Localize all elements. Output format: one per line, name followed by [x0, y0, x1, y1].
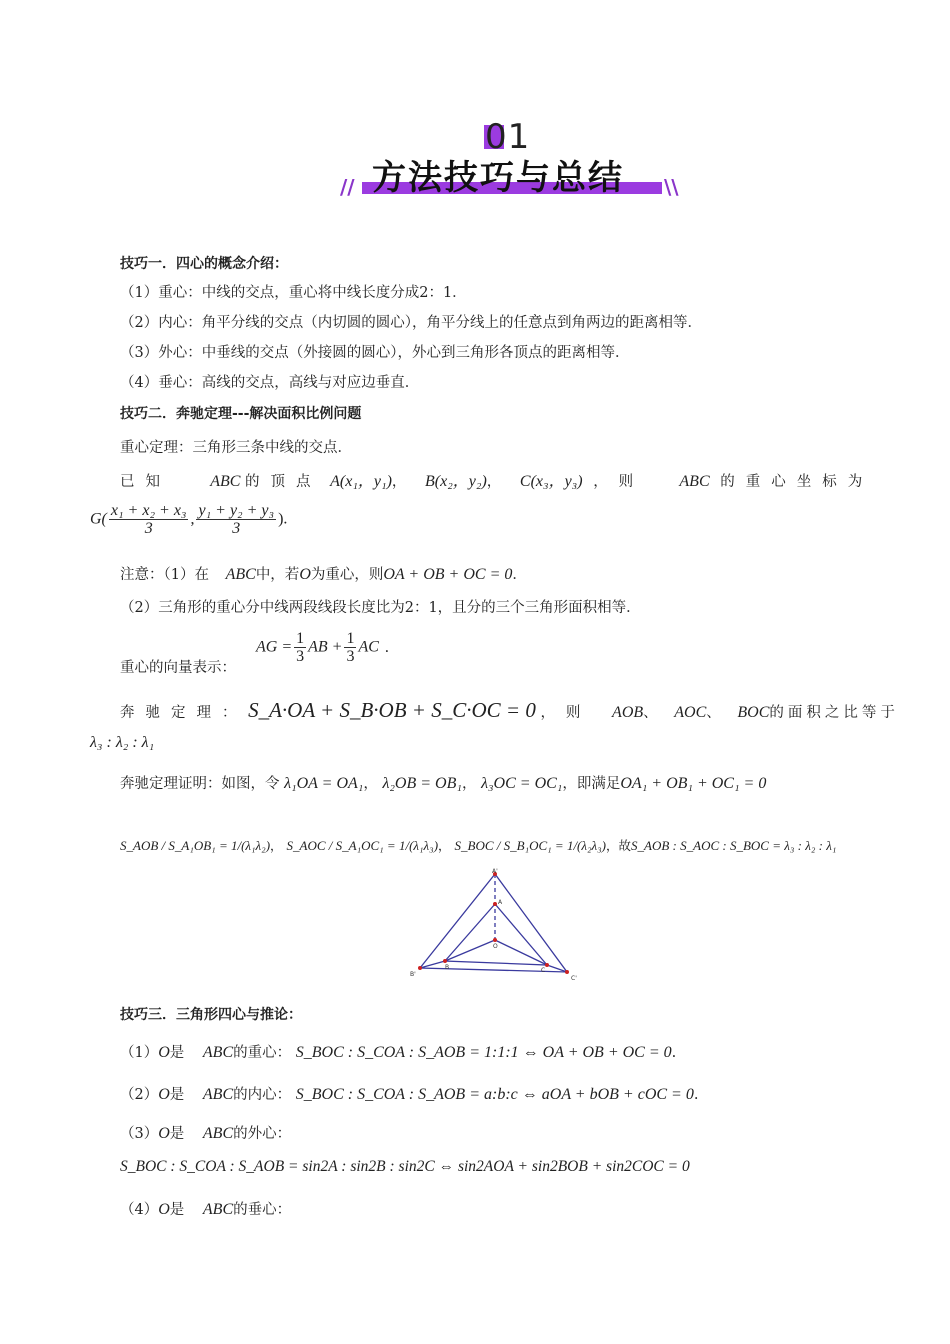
g-y-denominator: 3 [232, 520, 241, 537]
right-decoration: \\ [664, 175, 679, 199]
label-b1: B' [410, 971, 416, 978]
ratio-2: S_AOC / S_A₁OC₁ = 1/(λ₁λ₃) [286, 838, 439, 853]
proof-sum: OA₁ + OB₁ + OC₁ = 0 [620, 775, 767, 792]
item3-abc: ABC [202, 1125, 234, 1142]
item4-is: 是 [169, 1202, 185, 1218]
segment-oc [495, 940, 547, 965]
benz-theorem-line: 奔驰定理： S_A·OA + S_B·OB + S_C·OC = 0 ，则 AOB、 AOC、 BOC的面积之比等于 [120, 698, 899, 722]
sec3-item-3 [120, 1124, 291, 1144]
item4-o: O [158, 1201, 170, 1218]
note-o: O [299, 566, 311, 583]
label-a1: A' [492, 868, 498, 875]
sec1-item-1: （1）重心：中线的交点，重心将中线长度分成2：1． [120, 285, 467, 301]
point-c: C(x₃，y₃) [519, 473, 583, 490]
benz-figure [405, 868, 585, 983]
vec-frac2-num: 1 [346, 630, 355, 647]
vec-ac: AC [358, 638, 379, 656]
item1-label: 的重心： [233, 1045, 292, 1061]
point-o [493, 938, 497, 942]
sec3-item-4 [120, 1200, 291, 1220]
note-line-1: 注意：（1）在 ABC中，若O为重心，则OA + OB + OC = 0． [120, 566, 527, 583]
point-b-fig [443, 959, 447, 963]
benz-label: 奔驰定理： [120, 705, 248, 721]
triangle-abc: ABC [210, 473, 241, 490]
proof-line: 奔驰定理证明：如图，令 λ₁OA = OA₁， λ₂OB = OB₁， λ₃OC = OC₁，即满足OA₁ + OB₁ + OC₁ = 0 [120, 775, 767, 792]
ratio-1: S_AOB / S_A₁OB₁ = 1/(λ₁λ₂) [120, 838, 271, 853]
benz-then: ，则 [540, 705, 592, 721]
section-number: 01 [485, 117, 531, 157]
proof-satisfy: ，即满足 [562, 776, 621, 792]
proof-label: 奔驰定理证明：如图，令 [120, 776, 280, 792]
vec-ag: AG = [256, 638, 293, 656]
vec-frac2-den: 3 [346, 648, 355, 665]
then-word: ，则 [593, 474, 645, 490]
proof-ratios-line: S_AOB / S_A₁OB₁ = 1/(λ₁λ₂)， S_AOC / S_A₁OC₁ = 1/(λ₁λ₃)， S_BOC / S_B₁OC₁ = 1/(λ₂λ₃)，故S_AOB : S_AOC : S_BOC = λ₃ : λ₂ : λ₁ [120, 838, 837, 853]
item1-abc: ABC [202, 1044, 234, 1061]
item2-formula: S_BOC : S_COA : S_AOB = a:b:c ⇔ aOA + bOB + cOC = 0 [295, 1086, 694, 1103]
known-prefix: 已知 [120, 474, 171, 490]
outer-triangle [420, 874, 567, 972]
section1-title: 技巧一．四心的概念介绍： [120, 256, 288, 272]
section2-title: 技巧二．奔驰定理---解决面积比例问题 [120, 406, 362, 422]
point-b: B(x₂，y₂) [425, 473, 487, 490]
item3-prefix: （3） [120, 1126, 159, 1142]
item1-is: 是 [169, 1045, 185, 1061]
g-x-numerator: x₁ + x₂ + x₃ [110, 502, 187, 519]
tri-aob: AOB [612, 704, 644, 721]
note-prefix: 注意：（1）在 [120, 567, 209, 583]
therefore: ，故 [606, 838, 632, 853]
label-c1: C' [571, 975, 577, 982]
point-b1 [418, 966, 422, 970]
point-a-fig [493, 902, 497, 906]
item2-label: 的内心： [233, 1087, 292, 1103]
proof-f2: λ₂OB = OB₁ [382, 775, 462, 792]
benz-ratio-text: 的面积之比等于 [769, 705, 899, 721]
vertex-word: 的顶点 [245, 474, 322, 490]
note-triangle: ABC [225, 566, 256, 583]
item1-formula: S_BOC : S_COA : S_AOB = 1:1:1 ⇔ OA + OB + OC = 0 [295, 1044, 672, 1061]
sec3-item-2: （2）O是 ABC的内心： S_BOC : S_COA : S_AOB = a:b:c ⇔ aOA + bOB + cOC = 0. [120, 1086, 699, 1103]
label-o: O [493, 943, 498, 950]
triangle-abc-2: ABC [679, 473, 710, 490]
item2-o: O [158, 1086, 170, 1103]
centroid-formula: G( $\frac{\text{x₁ + x₂ + x₃}}{3}$ , $\frac{\text{y₁ + y₂ + y₃}}{3}$ ). [90, 502, 288, 537]
inner-triangle [445, 904, 547, 965]
item2-abc: ABC [202, 1086, 234, 1103]
g-prefix: G( [90, 510, 107, 528]
item3-o: O [158, 1125, 170, 1142]
label-b: B [445, 964, 450, 971]
vec-frac1-num: 1 [296, 630, 305, 647]
segment-ob [445, 940, 495, 961]
label-c: C [541, 967, 546, 974]
item4-prefix: （4） [120, 1202, 159, 1218]
item4-label: 的垂心： [233, 1202, 292, 1218]
g-x-denominator: 3 [144, 520, 153, 537]
vec-ab: AB + [308, 638, 343, 656]
point-c-fig [545, 963, 549, 967]
benz-formula: S_A·OA + S_B·OB + S_C·OC = 0 [248, 698, 536, 722]
vec-frac1-den: 3 [296, 648, 305, 665]
item1-o: O [158, 1044, 170, 1061]
vector-formula: AG = $\frac{1}{3}$ AB + $\frac{1}{3}$ AC . [256, 630, 389, 665]
item4-abc: ABC [202, 1201, 234, 1218]
g-y-numerator: y₁ + y₂ + y₃ [198, 502, 275, 519]
item3-label: 的外心： [233, 1126, 292, 1142]
sec1-item-3: （3）外心：中垂线的交点（外接圆的圆心），外心到三角形各顶点的距离相等． [120, 345, 630, 361]
benz-ratio: λ₃ : λ₂ : λ₁ [90, 734, 155, 751]
note-line-2: （2）三角形的重心分中线两段线段长度比为2：1，且分的三个三角形面积相等． [120, 600, 641, 616]
proof-f3: λ₃OC = OC₁ [481, 775, 563, 792]
point-a: A(x₁，y₁) [330, 473, 392, 490]
segment-bb1 [420, 961, 445, 968]
centroid-coord-word: 的重心坐标为 [720, 474, 874, 490]
sec1-item-4: （4）垂心：高线的交点，高线与对应边垂直． [120, 375, 420, 391]
tri-boc: BOC [737, 704, 770, 721]
proof-f1: λ₁OA = OA₁ [284, 775, 364, 792]
centroid-coords-line: 已知 ABC 的顶点 A(x₁，y₁)， B(x₂，y₂)， C(x₃，y₃) ，则 ABC 的重心坐标为 [120, 473, 874, 490]
section3-title: 技巧三．三角形四心与推论： [120, 1007, 302, 1023]
conclusion: S_AOB : S_AOC : S_BOC = λ₃ : λ₂ : λ₁ [631, 838, 837, 853]
page-title: 方法技巧与总结 [372, 158, 624, 198]
note-mid2: 为重心，则 [310, 567, 384, 583]
item1-prefix: （1） [120, 1045, 159, 1061]
sec3-item-1: （1）O是 ABC的重心： S_BOC : S_COA : S_AOB = 1:1:1 ⇔ OA + OB + OC = 0. [120, 1044, 677, 1061]
centroid-definition: 重心定理：三角形三条中线的交点． [120, 440, 352, 456]
note-mid: 中，若 [255, 567, 300, 583]
tri-aoc: AOC [674, 704, 707, 721]
ratio-3: S_BOC / S_B₁OC₁ = 1/(λ₂λ₃) [454, 838, 607, 853]
sec1-item-2: （2）内心：角平分线的交点（内切圆的圆心），角平分线上的任意点到角两边的距离相等． [120, 315, 702, 331]
vector-label: 重心的向量表示： [120, 660, 236, 676]
item3-is: 是 [169, 1126, 185, 1142]
label-a: A [498, 899, 503, 906]
item2-prefix: （2） [120, 1087, 159, 1103]
item3-formula: S_BOC : S_COA : S_AOB = sin2A : sin2B : sin2C ⇔ sin2AOA + sin2BOB + sin2COC = 0 [120, 1158, 690, 1175]
left-decoration: // [340, 175, 355, 199]
item2-is: 是 [169, 1087, 185, 1103]
note-formula: OA + OB + OC = 0 [383, 566, 513, 583]
point-c1 [565, 970, 569, 974]
